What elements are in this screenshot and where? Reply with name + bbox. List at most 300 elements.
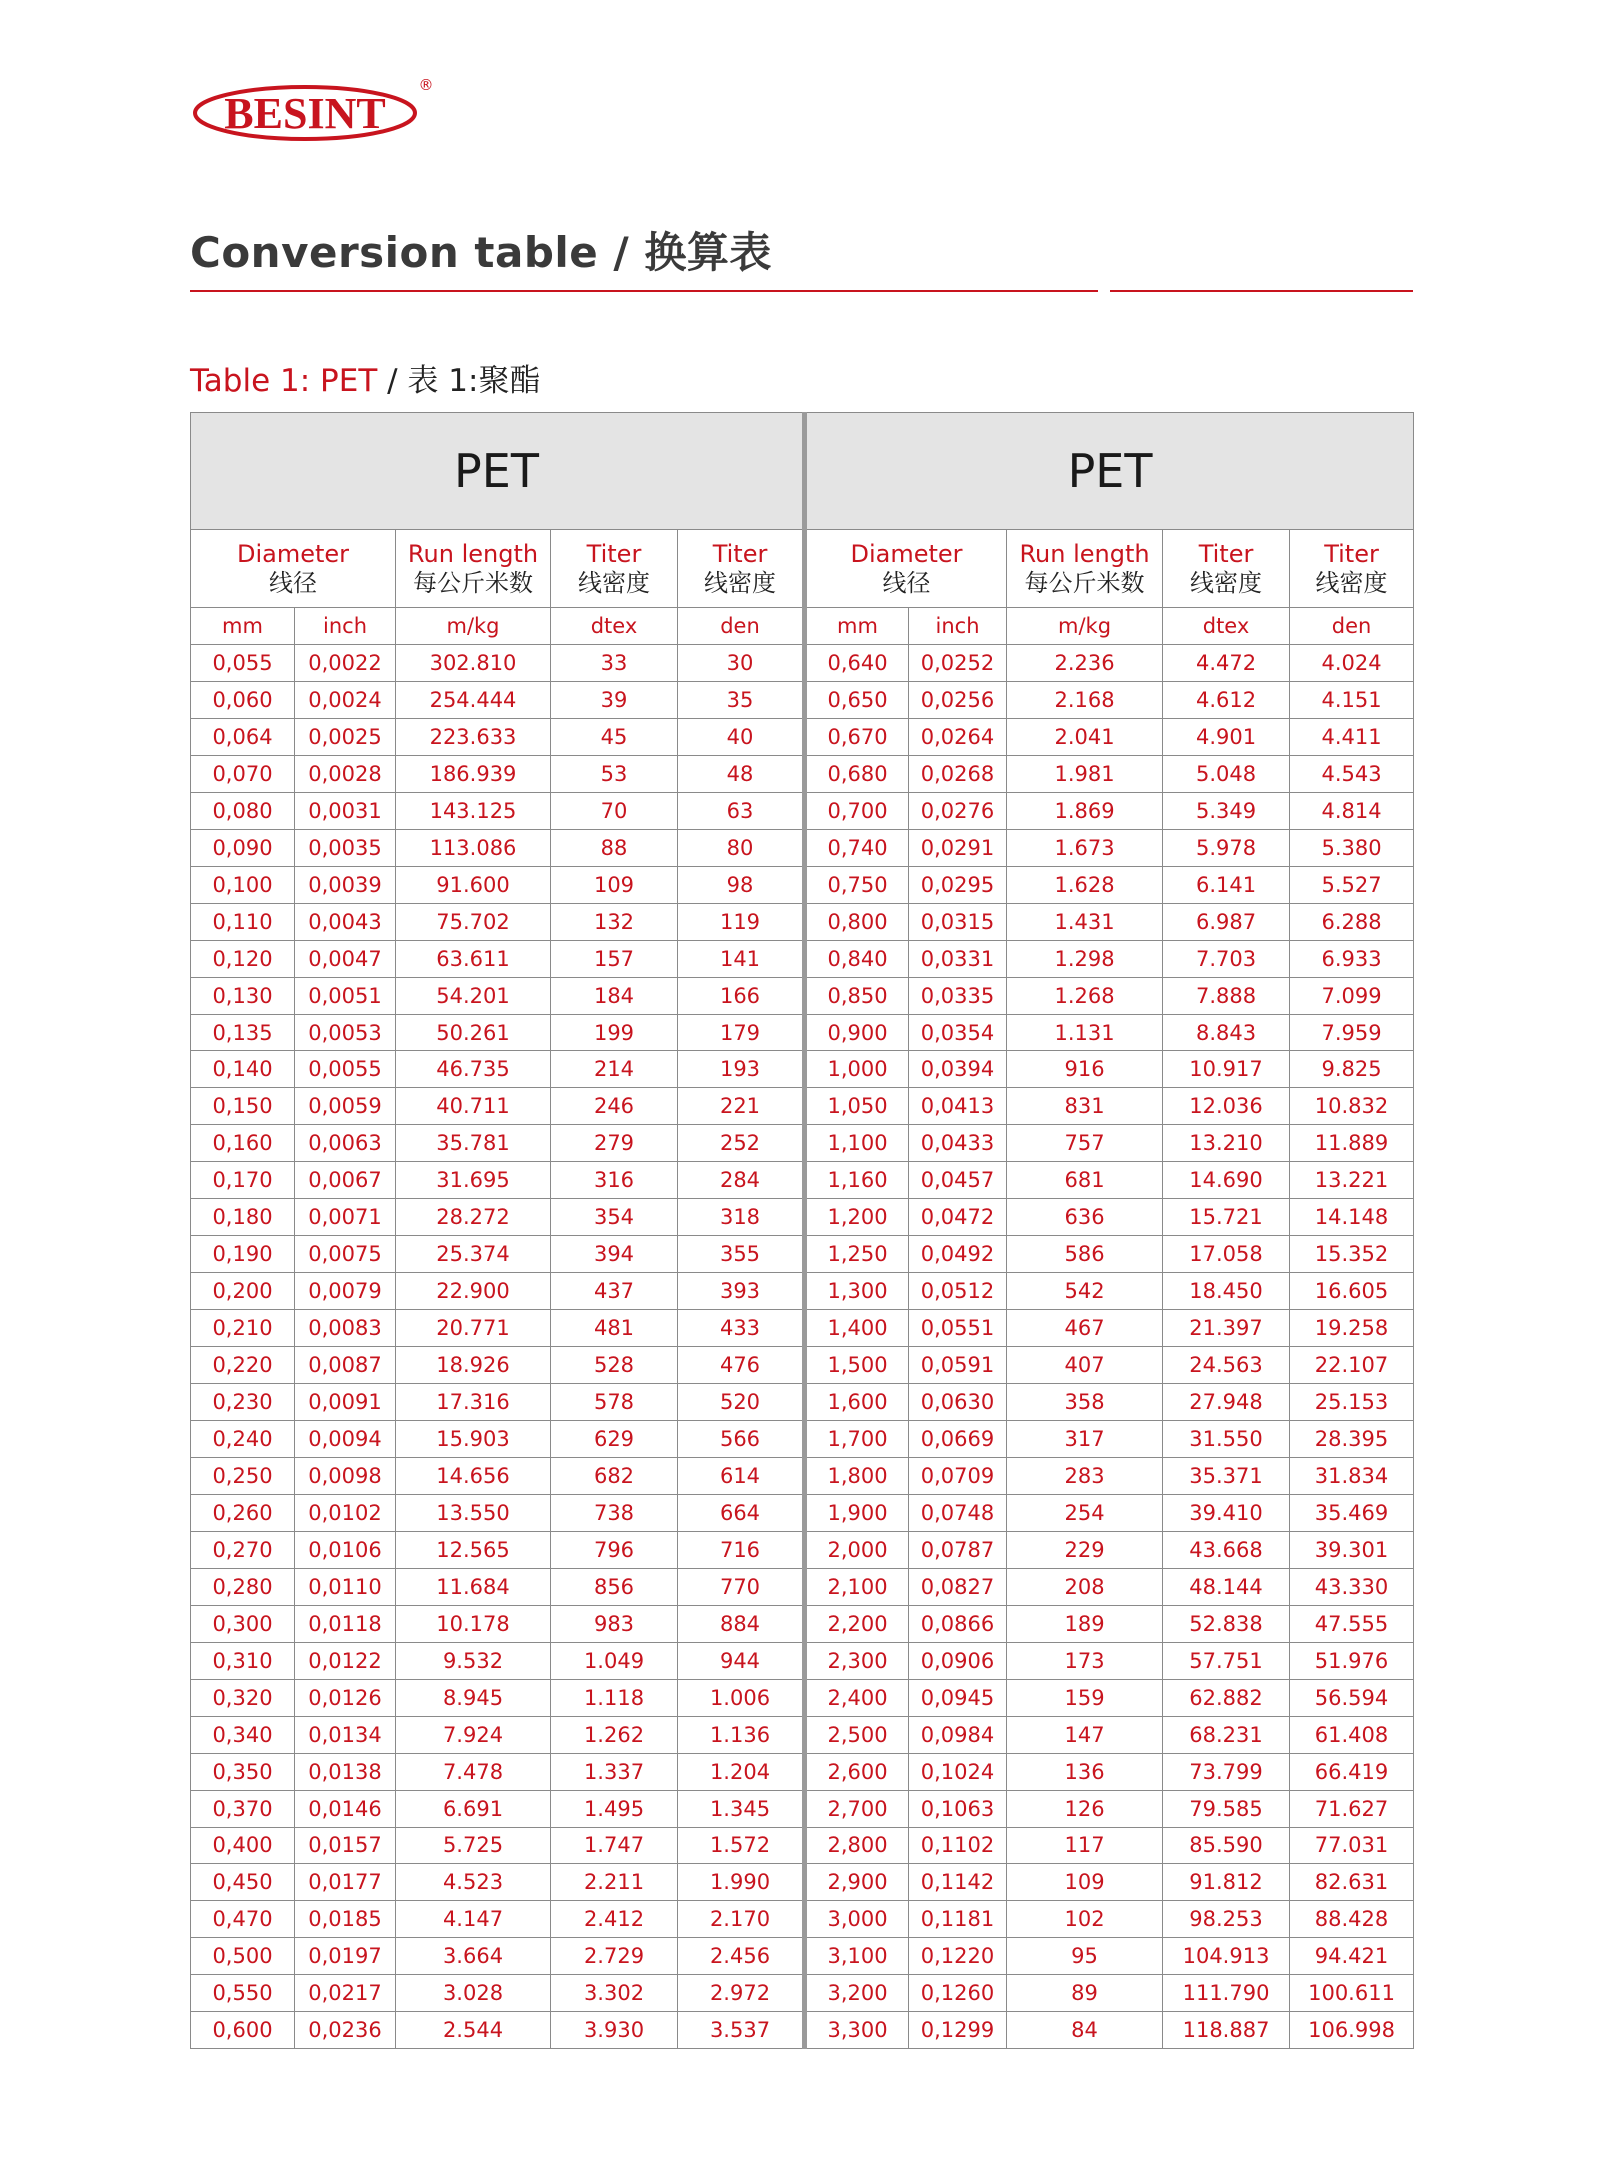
cell-diameter-mm: 0,700: [805, 792, 909, 829]
cell-diameter-mm: 1,250: [805, 1236, 909, 1273]
cell-titer-dtex: 199: [551, 1014, 678, 1051]
cell-run-length: 147: [1007, 1716, 1163, 1753]
cell-diameter-inch: 0,0051: [295, 977, 396, 1014]
table-row: [191, 829, 1414, 866]
cell-titer-dtex: 394: [551, 1236, 678, 1273]
cell-run-length: 7.478: [396, 1753, 551, 1790]
table-row: [191, 1642, 1414, 1679]
cell-run-length: 159: [1007, 1679, 1163, 1716]
cell-titer-den: 520: [678, 1384, 805, 1421]
cell-titer-den: 35: [678, 681, 805, 718]
cell-diameter-inch: 0,0025: [295, 718, 396, 755]
table-row: [191, 1938, 1414, 1975]
cell-run-length: 189: [1007, 1605, 1163, 1642]
cell-titer-dtex: 246: [551, 1088, 678, 1125]
cell-titer-den: 193: [678, 1051, 805, 1088]
cell-titer-dtex: 279: [551, 1125, 678, 1162]
cell-diameter-mm: 0,200: [191, 1273, 295, 1310]
cell-titer-dtex: 21.397: [1163, 1310, 1290, 1347]
cell-run-length: 50.261: [396, 1014, 551, 1051]
cell-diameter-inch: 0,0331: [909, 940, 1007, 977]
cell-diameter-mm: 0,100: [191, 866, 295, 903]
cell-titer-dtex: 1.337: [551, 1753, 678, 1790]
cell-titer-den: 10.832: [1290, 1088, 1414, 1125]
cell-diameter-mm: 0,130: [191, 977, 295, 1014]
cell-titer-dtex: 354: [551, 1199, 678, 1236]
cell-run-length: 2.168: [1007, 681, 1163, 718]
cell-diameter-inch: 0,0256: [909, 681, 1007, 718]
cell-run-length: 117: [1007, 1827, 1163, 1864]
table-row: [191, 755, 1414, 792]
besint-logo: [190, 76, 440, 142]
cell-titer-den: 22.107: [1290, 1347, 1414, 1384]
cell-run-length: 317: [1007, 1421, 1163, 1458]
cell-diameter-inch: 0,0866: [909, 1605, 1007, 1642]
cell-run-length: 2.236: [1007, 645, 1163, 682]
cell-diameter-inch: 0,1220: [909, 1938, 1007, 1975]
cell-titer-dtex: 24.563: [1163, 1347, 1290, 1384]
cell-run-length: 25.374: [396, 1236, 551, 1273]
cell-diameter-inch: 0,0236: [295, 2012, 396, 2049]
cell-titer-dtex: 5.048: [1163, 755, 1290, 792]
cell-run-length: 143.125: [396, 792, 551, 829]
table-row: [191, 1827, 1414, 1864]
cell-run-length: 54.201: [396, 977, 551, 1014]
cell-titer-dtex: 104.913: [1163, 1938, 1290, 1975]
table-row: [191, 1975, 1414, 2012]
cell-titer-dtex: 214: [551, 1051, 678, 1088]
table-row: [191, 1162, 1414, 1199]
cell-diameter-inch: 0,0295: [909, 866, 1007, 903]
cell-run-length: 586: [1007, 1236, 1163, 1273]
unit-inch: inch: [295, 608, 396, 645]
cell-titer-dtex: 796: [551, 1531, 678, 1568]
cell-run-length: 136: [1007, 1753, 1163, 1790]
cell-diameter-inch: 0,0126: [295, 1679, 396, 1716]
col-head-zh: 线径: [269, 568, 317, 597]
col-head-diameter: [805, 530, 1007, 608]
cell-titer-den: 48: [678, 755, 805, 792]
cell-titer-den: 19.258: [1290, 1310, 1414, 1347]
cell-diameter-inch: 0,0106: [295, 1531, 396, 1568]
cell-titer-den: 3.537: [678, 2012, 805, 2049]
table-row: [191, 1014, 1414, 1051]
cell-diameter-inch: 0,0087: [295, 1347, 396, 1384]
cell-titer-dtex: 132: [551, 903, 678, 940]
cell-titer-dtex: 1.049: [551, 1642, 678, 1679]
cell-run-length: 4.147: [396, 1901, 551, 1938]
table-row: [191, 681, 1414, 718]
table-row: [191, 718, 1414, 755]
col-head-titer-den: [1290, 530, 1414, 608]
col-head-run-length: [1007, 530, 1163, 608]
cell-titer-dtex: 45: [551, 718, 678, 755]
cell-diameter-inch: 0,0138: [295, 1753, 396, 1790]
cell-diameter-inch: 0,0457: [909, 1162, 1007, 1199]
cell-diameter-mm: 0,190: [191, 1236, 295, 1273]
col-head-zh: 线密度: [1190, 568, 1263, 597]
cell-run-length: 283: [1007, 1457, 1163, 1494]
cell-diameter-mm: 0,110: [191, 903, 295, 940]
col-head-en: Run length: [1019, 539, 1150, 568]
cell-titer-dtex: 111.790: [1163, 1975, 1290, 2012]
col-head-zh: 线密度: [1315, 568, 1388, 597]
table-row: [191, 1901, 1414, 1938]
cell-titer-dtex: 43.668: [1163, 1531, 1290, 1568]
cell-diameter-mm: 2,500: [805, 1716, 909, 1753]
cell-diameter-inch: 0,0413: [909, 1088, 1007, 1125]
table-row: [191, 1347, 1414, 1384]
cell-run-length: 46.735: [396, 1051, 551, 1088]
cell-run-length: 9.532: [396, 1642, 551, 1679]
cell-diameter-inch: 0,0945: [909, 1679, 1007, 1716]
cell-titer-den: 4.411: [1290, 718, 1414, 755]
col-head-zh: 线密度: [578, 568, 650, 597]
cell-diameter-mm: 0,900: [805, 1014, 909, 1051]
col-head-zh: 每公斤米数: [1024, 568, 1145, 597]
cell-run-length: 75.702: [396, 903, 551, 940]
cell-diameter-mm: 1,100: [805, 1125, 909, 1162]
cell-titer-den: 9.825: [1290, 1051, 1414, 1088]
cell-titer-den: 11.889: [1290, 1125, 1414, 1162]
table-row: [191, 1790, 1414, 1827]
group-title-left: PET: [191, 413, 805, 530]
cell-titer-den: 664: [678, 1494, 805, 1531]
cell-diameter-mm: 1,200: [805, 1199, 909, 1236]
cell-titer-den: 88.428: [1290, 1901, 1414, 1938]
col-head-en: Titer: [1198, 539, 1254, 568]
cell-titer-den: 40: [678, 718, 805, 755]
cell-titer-dtex: 7.888: [1163, 977, 1290, 1014]
cell-titer-den: 221: [678, 1088, 805, 1125]
cell-titer-dtex: 1.495: [551, 1790, 678, 1827]
cell-titer-dtex: 2.412: [551, 1901, 678, 1938]
cell-titer-dtex: 7.703: [1163, 940, 1290, 977]
cell-titer-den: 100.611: [1290, 1975, 1414, 2012]
logo-text: BESINT: [224, 89, 386, 138]
cell-titer-den: 56.594: [1290, 1679, 1414, 1716]
cell-run-length: 831: [1007, 1088, 1163, 1125]
cell-diameter-mm: 0,640: [805, 645, 909, 682]
cell-diameter-mm: 0,320: [191, 1679, 295, 1716]
cell-titer-den: 566: [678, 1421, 805, 1458]
cell-diameter-mm: 3,200: [805, 1975, 909, 2012]
cell-diameter-inch: 0,1024: [909, 1753, 1007, 1790]
cell-titer-dtex: 57.751: [1163, 1642, 1290, 1679]
cell-run-length: 1.131: [1007, 1014, 1163, 1051]
cell-titer-den: 119: [678, 903, 805, 940]
cell-titer-den: 944: [678, 1642, 805, 1679]
cell-diameter-inch: 0,0102: [295, 1494, 396, 1531]
title-divider-left: [190, 290, 1098, 292]
cell-titer-dtex: 2.729: [551, 1938, 678, 1975]
cell-diameter-inch: 0,0071: [295, 1199, 396, 1236]
cell-diameter-mm: 0,280: [191, 1568, 295, 1605]
cell-diameter-inch: 0,0035: [295, 829, 396, 866]
cell-titer-den: 6.933: [1290, 940, 1414, 977]
cell-titer-dtex: 1.118: [551, 1679, 678, 1716]
cell-diameter-inch: 0,1102: [909, 1827, 1007, 1864]
cell-titer-den: 716: [678, 1531, 805, 1568]
cell-diameter-mm: 0,800: [805, 903, 909, 940]
cell-titer-dtex: 481: [551, 1310, 678, 1347]
cell-titer-dtex: 35.371: [1163, 1457, 1290, 1494]
cell-diameter-inch: 0,0512: [909, 1273, 1007, 1310]
cell-titer-dtex: 53: [551, 755, 678, 792]
cell-titer-dtex: 4.472: [1163, 645, 1290, 682]
cell-diameter-mm: 2,300: [805, 1642, 909, 1679]
col-head-zh: 线径: [882, 568, 931, 597]
cell-run-length: 63.611: [396, 940, 551, 977]
cell-diameter-mm: 0,350: [191, 1753, 295, 1790]
cell-titer-dtex: 738: [551, 1494, 678, 1531]
cell-run-length: 15.903: [396, 1421, 551, 1458]
cell-diameter-mm: 0,300: [191, 1605, 295, 1642]
unit-den: den: [1290, 608, 1414, 645]
cell-titer-dtex: 14.690: [1163, 1162, 1290, 1199]
cell-diameter-mm: 0,470: [191, 1901, 295, 1938]
cell-diameter-mm: 1,900: [805, 1494, 909, 1531]
cell-titer-dtex: 18.450: [1163, 1273, 1290, 1310]
cell-diameter-mm: 1,000: [805, 1051, 909, 1088]
cell-diameter-inch: 0,0059: [295, 1088, 396, 1125]
cell-diameter-mm: 0,850: [805, 977, 909, 1014]
cell-run-length: 4.523: [396, 1864, 551, 1901]
cell-run-length: 2.544: [396, 2012, 551, 2049]
cell-diameter-inch: 0,1142: [909, 1864, 1007, 1901]
cell-diameter-inch: 0,0748: [909, 1494, 1007, 1531]
col-head-en: Titer: [1324, 539, 1379, 568]
table-row: [191, 1051, 1414, 1088]
cell-diameter-inch: 0,0146: [295, 1790, 396, 1827]
cell-diameter-inch: 0,0630: [909, 1384, 1007, 1421]
cell-diameter-mm: 0,170: [191, 1162, 295, 1199]
cell-titer-dtex: 10.917: [1163, 1051, 1290, 1088]
cell-diameter-inch: 0,0053: [295, 1014, 396, 1051]
cell-diameter-mm: 0,064: [191, 718, 295, 755]
col-head-titer-dtex: [1163, 530, 1290, 608]
col-head-zh: 线密度: [704, 568, 776, 597]
cell-diameter-mm: 0,310: [191, 1642, 295, 1679]
cell-titer-den: 28.395: [1290, 1421, 1414, 1458]
table-row: [191, 866, 1414, 903]
cell-diameter-mm: 0,750: [805, 866, 909, 903]
cell-diameter-mm: 0,240: [191, 1421, 295, 1458]
cell-run-length: 11.684: [396, 1568, 551, 1605]
cell-diameter-mm: 3,100: [805, 1938, 909, 1975]
cell-diameter-mm: 1,300: [805, 1273, 909, 1310]
cell-diameter-inch: 0,0091: [295, 1384, 396, 1421]
cell-diameter-mm: 1,400: [805, 1310, 909, 1347]
cell-titer-den: 14.148: [1290, 1199, 1414, 1236]
cell-diameter-inch: 0,1260: [909, 1975, 1007, 2012]
cell-diameter-mm: 0,600: [191, 2012, 295, 2049]
cell-diameter-inch: 0,0492: [909, 1236, 1007, 1273]
cell-run-length: 3.664: [396, 1938, 551, 1975]
table-row: [191, 1125, 1414, 1162]
cell-titer-dtex: 2.211: [551, 1864, 678, 1901]
cell-titer-den: 13.221: [1290, 1162, 1414, 1199]
cell-run-length: 8.945: [396, 1679, 551, 1716]
cell-diameter-mm: 0,840: [805, 940, 909, 977]
cell-run-length: 40.711: [396, 1088, 551, 1125]
cell-diameter-inch: 0,0094: [295, 1421, 396, 1458]
table-row: [191, 1310, 1414, 1347]
cell-titer-den: 4.151: [1290, 681, 1414, 718]
cell-diameter-mm: 0,080: [191, 792, 295, 829]
cell-titer-den: 30: [678, 645, 805, 682]
cell-diameter-inch: 0,0047: [295, 940, 396, 977]
cell-titer-den: 433: [678, 1310, 805, 1347]
cell-run-length: 407: [1007, 1347, 1163, 1384]
cell-diameter-mm: 0,090: [191, 829, 295, 866]
table-row: [191, 1753, 1414, 1790]
table-caption: [190, 355, 540, 400]
cell-titer-den: 15.352: [1290, 1236, 1414, 1273]
cell-titer-den: 166: [678, 977, 805, 1014]
cell-diameter-mm: 0,180: [191, 1199, 295, 1236]
cell-titer-dtex: 73.799: [1163, 1753, 1290, 1790]
unit-inch: inch: [909, 608, 1007, 645]
cell-titer-dtex: 856: [551, 1568, 678, 1605]
cell-titer-den: 47.555: [1290, 1605, 1414, 1642]
cell-titer-den: 6.288: [1290, 903, 1414, 940]
cell-diameter-mm: 2,200: [805, 1605, 909, 1642]
cell-run-length: 1.869: [1007, 792, 1163, 829]
cell-diameter-inch: 0,0906: [909, 1642, 1007, 1679]
cell-titer-den: 393: [678, 1273, 805, 1310]
cell-diameter-inch: 0,0984: [909, 1716, 1007, 1753]
cell-diameter-inch: 0,1299: [909, 2012, 1007, 2049]
cell-titer-den: 94.421: [1290, 1938, 1414, 1975]
cell-diameter-inch: 0,0024: [295, 681, 396, 718]
unit-m-per-kg: m/kg: [396, 608, 551, 645]
table-row: [191, 1236, 1414, 1273]
cell-titer-den: 884: [678, 1605, 805, 1642]
table-row: [191, 645, 1414, 682]
cell-diameter-mm: 1,500: [805, 1347, 909, 1384]
cell-run-length: 31.695: [396, 1162, 551, 1199]
cell-titer-dtex: 682: [551, 1457, 678, 1494]
cell-titer-dtex: 33: [551, 645, 678, 682]
unit-m-per-kg: m/kg: [1007, 608, 1163, 645]
cell-titer-dtex: 27.948: [1163, 1384, 1290, 1421]
table-body: [191, 645, 1414, 2049]
cell-titer-dtex: 4.612: [1163, 681, 1290, 718]
cell-titer-dtex: 184: [551, 977, 678, 1014]
cell-titer-den: 16.605: [1290, 1273, 1414, 1310]
cell-titer-den: 71.627: [1290, 1790, 1414, 1827]
cell-diameter-inch: 0,0551: [909, 1310, 1007, 1347]
cell-diameter-inch: 0,0039: [295, 866, 396, 903]
cell-titer-den: 179: [678, 1014, 805, 1051]
table-row: [191, 1273, 1414, 1310]
cell-titer-dtex: 8.843: [1163, 1014, 1290, 1051]
table-row: [191, 1421, 1414, 1458]
cell-diameter-mm: 2,400: [805, 1679, 909, 1716]
cell-titer-dtex: 88: [551, 829, 678, 866]
cell-diameter-inch: 0,0067: [295, 1162, 396, 1199]
cell-titer-den: 5.527: [1290, 866, 1414, 903]
cell-titer-den: 141: [678, 940, 805, 977]
cell-run-length: 126: [1007, 1790, 1163, 1827]
cell-run-length: 3.028: [396, 1975, 551, 2012]
cell-titer-den: 1.204: [678, 1753, 805, 1790]
cell-diameter-mm: 0,160: [191, 1125, 295, 1162]
cell-diameter-mm: 1,600: [805, 1384, 909, 1421]
cell-run-length: 302.810: [396, 645, 551, 682]
cell-run-length: 1.298: [1007, 940, 1163, 977]
cell-titer-den: 614: [678, 1457, 805, 1494]
cell-diameter-mm: 0,250: [191, 1457, 295, 1494]
cell-titer-den: 284: [678, 1162, 805, 1199]
table-row: [191, 1679, 1414, 1716]
cell-run-length: 916: [1007, 1051, 1163, 1088]
cell-run-length: 1.673: [1007, 829, 1163, 866]
cell-titer-dtex: 1.747: [551, 1827, 678, 1864]
cell-diameter-inch: 0,0028: [295, 755, 396, 792]
cell-diameter-inch: 0,0335: [909, 977, 1007, 1014]
cell-diameter-inch: 0,0098: [295, 1457, 396, 1494]
cell-run-length: 229: [1007, 1531, 1163, 1568]
cell-titer-den: 77.031: [1290, 1827, 1414, 1864]
col-head-en: Titer: [586, 539, 642, 568]
cell-run-length: 14.656: [396, 1457, 551, 1494]
cell-titer-den: 63: [678, 792, 805, 829]
cell-diameter-mm: 1,160: [805, 1162, 909, 1199]
table-caption-label: Table 1: PET: [190, 363, 378, 399]
cell-diameter-inch: 0,0083: [295, 1310, 396, 1347]
cell-run-length: 186.939: [396, 755, 551, 792]
cell-diameter-mm: 1,800: [805, 1457, 909, 1494]
cell-titer-den: 1.572: [678, 1827, 805, 1864]
conversion-table: [190, 412, 1414, 2049]
cell-run-length: 542: [1007, 1273, 1163, 1310]
cell-run-length: 173: [1007, 1642, 1163, 1679]
cell-diameter-inch: 0,0157: [295, 1827, 396, 1864]
cell-titer-den: 1.136: [678, 1716, 805, 1753]
cell-titer-den: 2.972: [678, 1975, 805, 2012]
cell-run-length: 109: [1007, 1864, 1163, 1901]
cell-diameter-mm: 0,400: [191, 1827, 295, 1864]
cell-diameter-mm: 0,210: [191, 1310, 295, 1347]
table-row: [191, 1716, 1414, 1753]
cell-diameter-mm: 0,670: [805, 718, 909, 755]
cell-titer-den: 61.408: [1290, 1716, 1414, 1753]
table-row: [191, 1457, 1414, 1494]
cell-titer-dtex: 983: [551, 1605, 678, 1642]
cell-titer-dtex: 157: [551, 940, 678, 977]
cell-run-length: 10.178: [396, 1605, 551, 1642]
cell-titer-dtex: 109: [551, 866, 678, 903]
cell-diameter-mm: 0,140: [191, 1051, 295, 1088]
cell-titer-den: 1.345: [678, 1790, 805, 1827]
table-row: [191, 792, 1414, 829]
cell-titer-dtex: 62.882: [1163, 1679, 1290, 1716]
cell-diameter-inch: 0,0055: [295, 1051, 396, 1088]
cell-run-length: 7.924: [396, 1716, 551, 1753]
unit-mm: mm: [805, 608, 909, 645]
cell-diameter-inch: 0,0433: [909, 1125, 1007, 1162]
cell-titer-dtex: 578: [551, 1384, 678, 1421]
cell-titer-den: 2.456: [678, 1938, 805, 1975]
cell-run-length: 28.272: [396, 1199, 551, 1236]
cell-diameter-inch: 0,0177: [295, 1864, 396, 1901]
cell-diameter-inch: 0,0252: [909, 645, 1007, 682]
cell-titer-dtex: 13.210: [1163, 1125, 1290, 1162]
cell-titer-den: 7.099: [1290, 977, 1414, 1014]
cell-diameter-inch: 0,0276: [909, 792, 1007, 829]
